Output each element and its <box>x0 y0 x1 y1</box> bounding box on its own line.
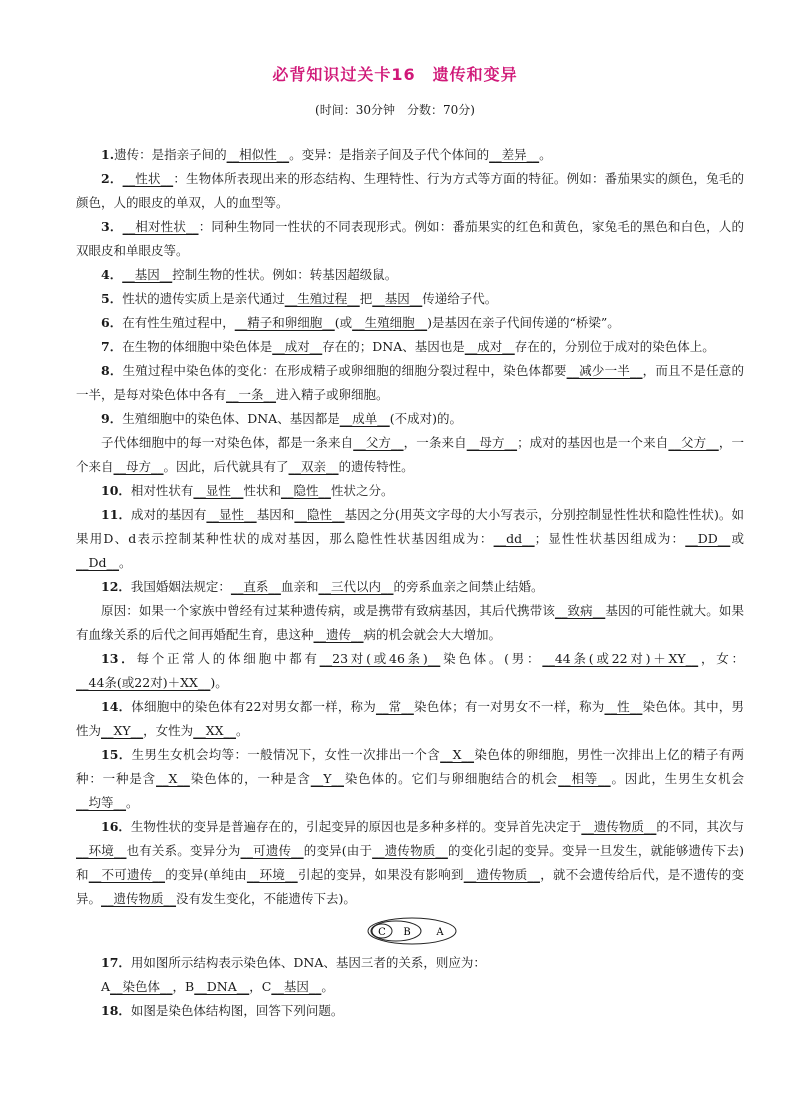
question-text: 的旁系血亲之间禁止结婚。 <box>393 579 544 594</box>
answer-blank: __母方__ <box>113 459 164 474</box>
question-text: 控制生物的性状。例如：转基因超级鼠。 <box>172 267 398 282</box>
diagram-label-c: C <box>378 927 386 938</box>
question-paragraph <box>76 599 744 647</box>
question-paragraph <box>76 575 744 599</box>
question-text: 基因之分(用英文字母的大小写表示，分别控制显性性状和隐性性状)。如果用D、d表示控制某种性状的成对基因，那么隐性性状基因组成为： <box>76 507 744 546</box>
answer-blank: __显性__ <box>206 507 257 522</box>
answer-blank: __基因__ <box>372 291 423 306</box>
question-text: 染色体。其中，男性为 <box>76 699 744 738</box>
answer-blank: __减少一半__ <box>566 363 643 378</box>
question-text: 。 <box>236 723 249 738</box>
answer-blank: __性状__ <box>122 171 174 186</box>
answer-blank: __成对__ <box>272 339 323 354</box>
question-number: 15． <box>101 747 132 762</box>
question-text: 引起的变异，如果没有影响到 <box>297 867 464 882</box>
question-text: 没有发生变化，不能遗传下去)。 <box>176 891 356 906</box>
question-text: ，女： <box>698 651 744 666</box>
question-text: 病的机会就会大大增加。 <box>363 627 502 642</box>
question-text: ；显性性状基因组成为： <box>534 531 686 546</box>
question-number: 1. <box>101 147 115 162</box>
question-paragraph <box>76 167 744 215</box>
question-text: 。 <box>119 555 132 570</box>
answer-blank: __不可遗传__ <box>88 867 166 882</box>
question-paragraph <box>76 743 744 815</box>
question-text: 。因此，后代就具有了 <box>163 459 289 474</box>
answer-blank: __遗传物质__ <box>101 891 177 906</box>
question-paragraph <box>76 215 744 263</box>
question-text: ，女性为 <box>143 723 194 738</box>
question-text: ：同种生物同一性状的不同表现形式。例如：番茄果实的红色和黄色，家兔毛的黑色和白色，人的双眼皮和单眼皮等。 <box>76 219 744 258</box>
question-text: 。因此，生男生女机会 <box>610 771 744 786</box>
answer-blank: __生殖过程__ <box>284 291 360 306</box>
answer-blank: __环境__ <box>246 867 298 882</box>
question-number: 14． <box>101 699 132 714</box>
question-text: 基因和 <box>256 507 295 522</box>
answer-blank: __致病__ <box>554 603 606 618</box>
answer-blank: __Y__ <box>310 771 344 786</box>
answer-blank: __44条(或22对)＋XY__ <box>542 651 699 666</box>
answer-blank: __常__ <box>375 699 414 714</box>
answer-blank: __父方__ <box>353 435 404 450</box>
question-text: 的变异(由于 <box>303 843 373 858</box>
nested-circles-diagram <box>366 915 458 947</box>
answer-blank: __环境__ <box>76 843 127 858</box>
answer-blank: __隐性__ <box>280 483 331 498</box>
question-text: 血亲和 <box>280 579 319 594</box>
answer-blank: __DNA__ <box>194 979 250 994</box>
question-text: ，而且不是任意的一半，是每对染色体中各有 <box>76 363 744 402</box>
diagram-label-a: A <box>436 927 444 938</box>
question-text: 性状的遗传实质上是亲代通过 <box>122 291 285 306</box>
answer-blank: __基因__ <box>271 979 322 994</box>
answer-blank: __基因__ <box>122 267 173 282</box>
question-number: 7． <box>101 339 123 354</box>
question-paragraph <box>76 695 744 743</box>
question-text: 用如图所示结构表示染色体、DNA、基因三者的关系，则应为： <box>130 955 486 970</box>
relationship-diagram <box>76 911 744 951</box>
question-paragraph <box>76 431 744 479</box>
answer-blank: __双亲__ <box>288 459 339 474</box>
question-paragraph <box>76 975 744 999</box>
question-text: 子代体细胞中的每一对染色体，都是一条来自 <box>101 435 354 450</box>
question-text: ：生物体所表现出来的形态结构、生理特性、行为方式等方面的特征。例如：番茄果实的颜色，兔毛的颜色，人的眼皮的单双，人的血型等。 <box>76 171 744 210</box>
question-paragraph <box>76 263 744 287</box>
answer-blank: __生殖细胞__ <box>352 315 428 330</box>
question-number: 8． <box>101 363 123 378</box>
question-text: 我国婚姻法规定： <box>130 579 231 594</box>
question-number: 18． <box>101 1003 131 1018</box>
answer-blank: __X__ <box>156 771 190 786</box>
question-text: 或 <box>730 531 744 546</box>
answer-blank: __dd__ <box>493 531 535 546</box>
question-paragraph <box>76 815 744 911</box>
question-text: 染色体；有一对男女不一样，称为 <box>413 699 605 714</box>
question-text: 的变异(单纯由 <box>165 867 247 882</box>
question-number: 4． <box>101 267 123 282</box>
question-paragraph <box>76 311 744 335</box>
question-text: 。 <box>126 795 139 810</box>
question-paragraph <box>76 359 744 407</box>
question-paragraph <box>76 143 744 167</box>
question-text: 成对的基因有 <box>131 507 207 522</box>
question-number: 6． <box>101 315 123 330</box>
answer-blank: __遗传__ <box>313 627 364 642</box>
question-text: 进入精子或卵细胞。 <box>276 387 389 402</box>
question-text: 。 <box>321 979 334 994</box>
question-text: 性状和 <box>243 483 281 498</box>
question-text: 生殖细胞中的染色体、DNA、基因都是 <box>122 411 340 426</box>
question-text: 相对性状有 <box>130 483 194 498</box>
answer-blank: __三代以内__ <box>318 579 394 594</box>
question-text: 生物性状的变异是普遍存在的，引起变异的原因也是多种多样的。变异首先决定于 <box>130 819 582 834</box>
question-text: ，就不会遗传给后代，是不遗传的变异。 <box>76 867 744 906</box>
question-text: 。变异：是指亲子间及子代个体间的 <box>289 147 490 162</box>
question-paragraph <box>76 999 744 1023</box>
question-text: 染色体的，一种是含 <box>189 771 311 786</box>
answer-blank: __可遗传__ <box>240 843 304 858</box>
question-text: 染色体的卵细胞，男性一次排出上亿的精子有两种：一种是含 <box>76 747 744 786</box>
answer-blank: __遗传物质__ <box>463 867 540 882</box>
question-number: 2． <box>101 171 123 186</box>
question-text: 染色体的。它们与卵细胞结合的机会 <box>344 771 559 786</box>
question-number: 5． <box>101 291 123 306</box>
question-text: 的不同，其次与 <box>656 819 744 834</box>
answer-blank: __遗传物质__ <box>372 843 448 858</box>
answer-blank: __隐性__ <box>294 507 345 522</box>
question-number: 11． <box>101 507 132 522</box>
answer-blank: __差异__ <box>489 147 540 162</box>
answer-blank: __相对性状__ <box>122 219 199 234</box>
page-subtitle: (时间：30分钟 分数：70分) <box>315 103 475 117</box>
answer-blank: __父方__ <box>668 435 719 450</box>
question-text: 生男生女机会均等：一般情况下，女性一次排出一个含 <box>131 747 441 762</box>
question-text: ，一个来自 <box>76 435 744 474</box>
answer-blank: __XX__ <box>193 723 236 738</box>
question-text: 生殖过程中染色体的变化：在形成精子或卵细胞的细胞分裂过程中，染色体都要 <box>122 363 567 378</box>
question-text: 体细胞中的染色体有22对男女都一样，称为 <box>131 699 376 714</box>
answer-blank: __Dd__ <box>76 555 120 570</box>
question-text: A <box>101 979 111 994</box>
question-text: 如图是染色体结构图，回答下列问题。 <box>130 1003 344 1018</box>
question-text: )是基因在亲子代间传递的“桥梁”。 <box>427 315 620 330</box>
answer-blank: __成对__ <box>464 339 515 354</box>
question-text: 性状之分。 <box>330 483 394 498</box>
question-text: (不成对)的。 <box>389 411 462 426</box>
answer-blank: __均等__ <box>76 795 127 810</box>
answer-blank: __XY__ <box>101 723 144 738</box>
answer-blank: __23对(或46条)__ <box>319 651 441 666</box>
answer-blank: __染色体__ <box>110 979 173 994</box>
question-number: 13． <box>101 651 137 666</box>
page-title: 必背知识过关卡16 遗传和变异 <box>272 65 518 84</box>
question-number: 10． <box>101 483 131 498</box>
answer-blank: __遗传物质__ <box>581 819 657 834</box>
question-text: 基因的可能性就大。如果有血缘关系的后代之间再婚配生育，患这种 <box>76 603 744 642</box>
question-text: 的变化引起的变异。变异一旦发生，就能够遗传下去)和 <box>76 843 744 882</box>
question-text: 传递给子代。 <box>422 291 498 306</box>
question-number: 17． <box>101 955 131 970</box>
question-text: ，C <box>249 979 272 994</box>
diagram-label-b: B <box>403 927 411 938</box>
question-text: 在有性生殖过程中， <box>122 315 235 330</box>
answer-blank: __44条(或22对)＋XX__ <box>76 675 211 690</box>
question-text: ，一条来自 <box>403 435 467 450</box>
question-text: 把 <box>359 291 373 306</box>
question-text: ；成对的基因也是一个来自 <box>517 435 669 450</box>
answer-blank: __显性__ <box>193 483 244 498</box>
question-paragraph <box>76 479 744 503</box>
question-text: 遗传：是指亲子间的 <box>114 147 227 162</box>
question-paragraph <box>76 335 744 359</box>
question-text: (或 <box>334 315 353 330</box>
question-list <box>76 143 744 1023</box>
question-text: 原因：如果一个家族中曾经有过某种遗传病，或是携带有致病基因，其后代携带该 <box>101 603 555 618</box>
question-number: 16． <box>101 819 131 834</box>
question-paragraph <box>76 407 744 431</box>
answer-blank: __X__ <box>440 747 475 762</box>
question-paragraph <box>76 503 744 575</box>
answer-blank: __成单__ <box>339 411 390 426</box>
answer-blank: __一条__ <box>226 387 277 402</box>
question-number: 9． <box>101 411 123 426</box>
question-text: 。 <box>539 147 552 162</box>
answer-blank: __直系__ <box>230 579 281 594</box>
question-text: 也有关系。变异分为 <box>126 843 241 858</box>
question-number: 3． <box>101 219 123 234</box>
question-paragraph <box>76 647 744 695</box>
answer-blank: __相似性__ <box>226 147 290 162</box>
answer-blank: __性__ <box>604 699 643 714</box>
question-text: 染色体。(男： <box>440 651 543 666</box>
question-paragraph <box>76 287 744 311</box>
question-text: 存在的，分别位于成对的染色体上。 <box>514 339 715 354</box>
question-text: ，B <box>172 979 195 994</box>
question-text: 每个正常人的体细胞中都有 <box>136 651 320 666</box>
question-number: 12． <box>101 579 131 594</box>
answer-blank: __DD__ <box>685 531 731 546</box>
answer-blank: __相等__ <box>558 771 611 786</box>
answer-blank: __母方__ <box>466 435 518 450</box>
answer-blank: __精子和卵细胞__ <box>234 315 335 330</box>
question-text: 存在的；DNA、基因也是 <box>322 339 465 354</box>
question-text: )。 <box>210 675 228 690</box>
question-paragraph <box>76 951 744 975</box>
question-text: 在生物的体细胞中染色体是 <box>122 339 273 354</box>
question-text: 的遗传特性。 <box>338 459 414 474</box>
